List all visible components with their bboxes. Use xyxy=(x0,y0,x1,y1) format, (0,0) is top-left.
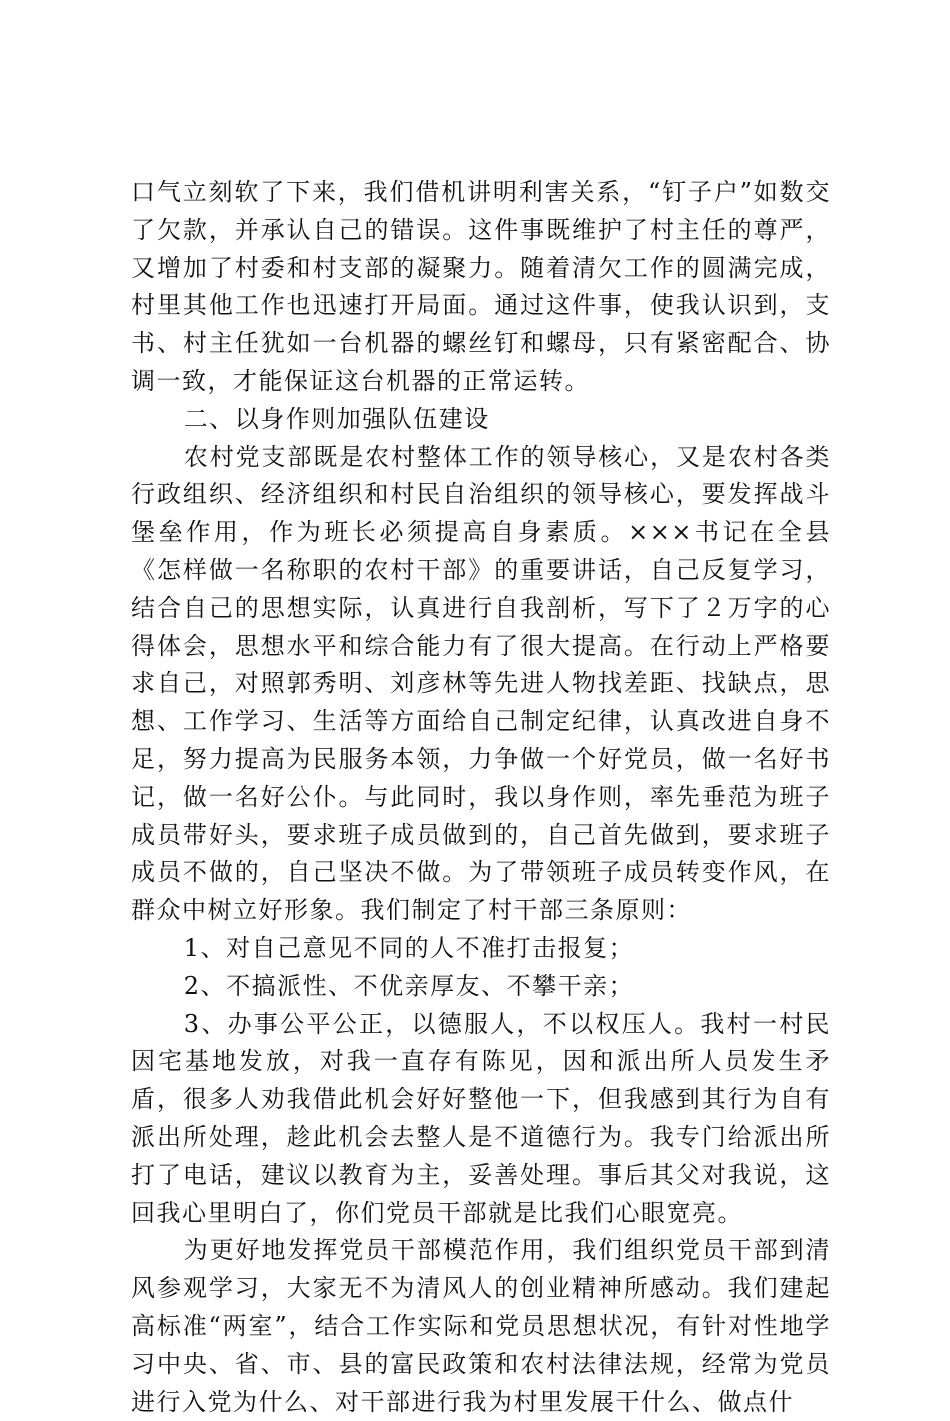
section-heading: 二、以身作则加强队伍建设 xyxy=(183,404,490,433)
paragraph-continuation: 口气立刻软了下来，我们借机讲明利害关系，“钉子户”如数交了欠款，并承认自己的错误。这件事既维护了村主任的尊严，又增加了村委和村支部的凝聚力。随着清欠工作的圆满完成，村里其他工作也迅速打开局面。通过这件事，使我认识到，支书、村主任犹如一台机器的螺丝钉和螺母，只有紧密配合、协调一致，才能保证这台机器的正常运转。 xyxy=(131,178,831,395)
principle-item-1: 1、对自己意见不同的人不准打击报复； xyxy=(183,933,635,962)
paragraph-party-branch: 农村党支部既是农村整体工作的领导核心，又是农村各类行政组织、经济组织和村民自治组织的领导核心，要发挥战斗堡垒作用，作为班长必须提高自身素质。×××书记在全县《怎样做一名称职的农村干部》的重要讲话，自己反复学习，结合自己的思想实际，认真进行自我剖析，写下了２万字的心得体会，思想水平和综合能力有了很大提高。在行动上严格要求自己，对照郭秀明、刘彦林等先进人物找差距、找缺点，思想、工作学习、生活等方面给自己制定纪律，认真改进自身不足，努力提高为民服务本领，力争做一个好党员，做一名好书记，做一名好公仆。与此同时，我以身作则，率先垂范为班子成员带好头，要求班子成员做到的，自己首先做到，要求班子成员不做的，自己坚决不做。为了带领班子成员转变作风，在群众中树立好形象。我们制定了村干部三条原则： xyxy=(131,442,831,925)
document-body xyxy=(131,174,831,1421)
principle-item-2: 2、不搞派性、不优亲厚友、不攀干亲； xyxy=(183,971,635,1000)
principle-item-3: 3、办事公平公正，以德服人，不以权压人。我村一村民因宅基地发放，对我一直存有陈见，因和派出所人员发生矛盾，很多人劝我借此机会好好整他一下，但我感到其行为自有派出所处理，趁此机会去整人是不道德行为。我专门给派出所打了电话，建议以教育为主，妥善处理。事后其父对我说，这回我心里明白了，你们党员干部就是比我们心眼宽亮。 xyxy=(131,1009,831,1227)
paragraph-study-visit: 为更好地发挥党员干部模范作用，我们组织党员干部到清风参观学习，大家无不为清风人的创业精神所感动。我们建起高标准“两室”，结合工作实际和党员思想状况，有针对性地学习中央、省、市、县的富民政策和农村法律法规，经常为党员进行入党为什么、对干部进行我为村里发展干什么、做点什 xyxy=(131,1236,831,1416)
